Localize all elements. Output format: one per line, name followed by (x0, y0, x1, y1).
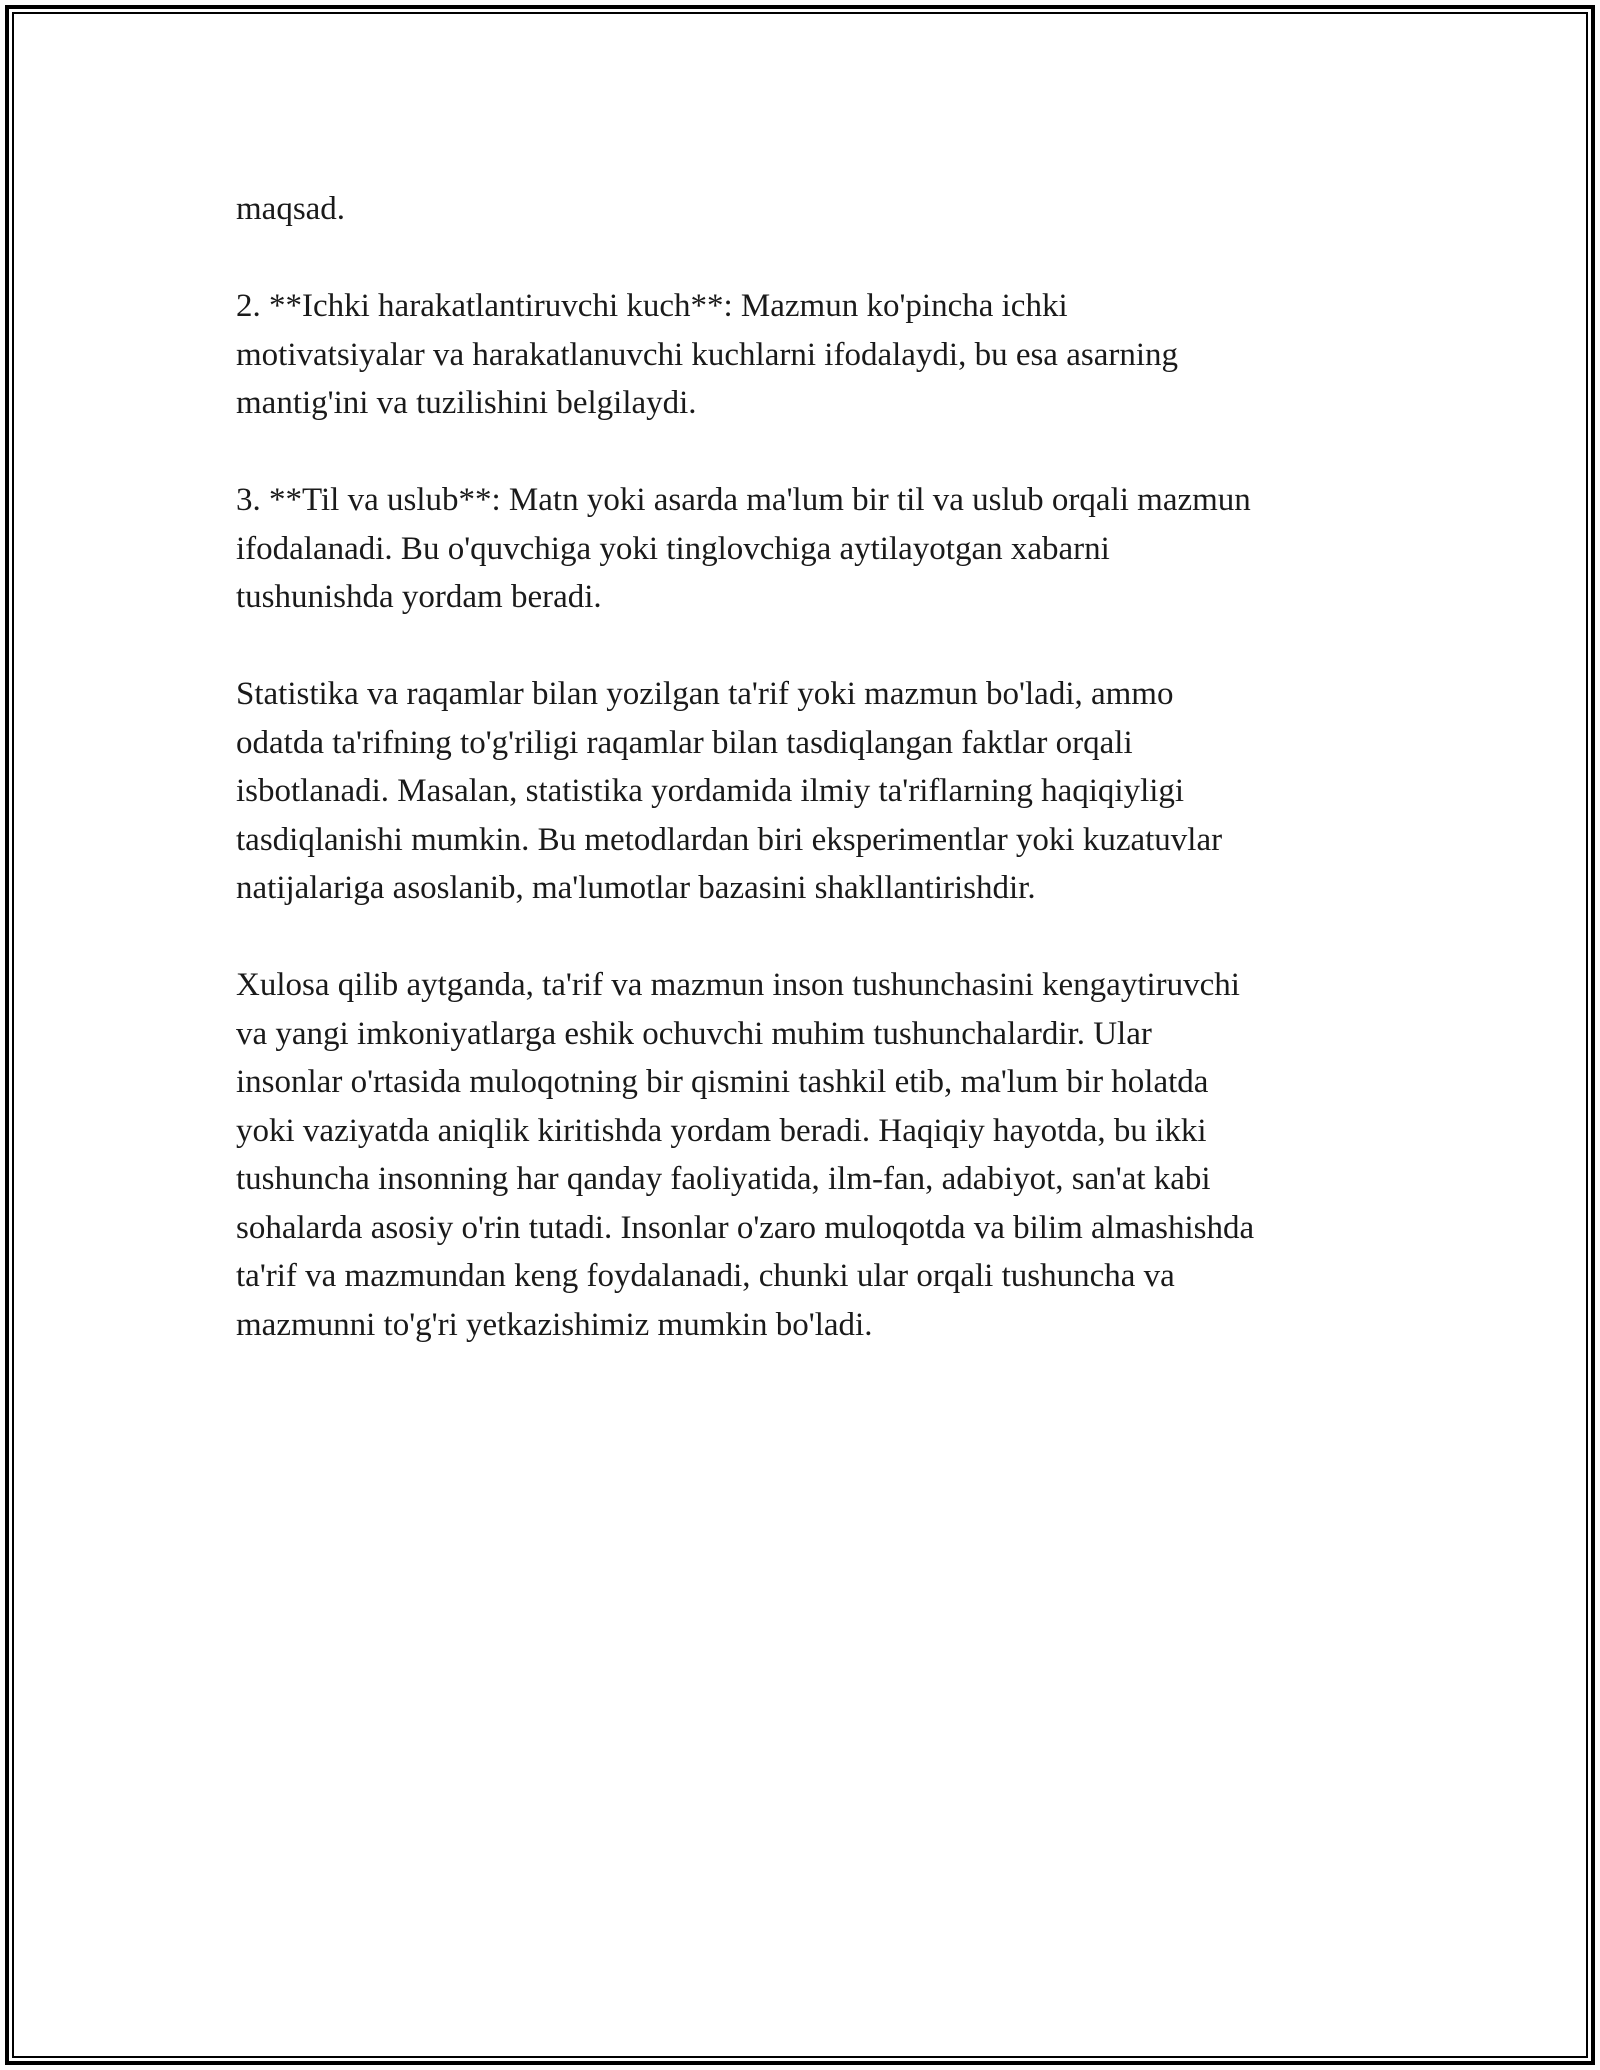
text-line: mazmunni to'g'ri yetkazishimiz mumkin bo'ladi. (236, 1306, 873, 1343)
text-line: Statistika va raqamlar bilan yozilgan ta'rif yoki mazmun bo'ladi, ammo (236, 676, 1174, 712)
paragraph-2 (236, 282, 1376, 428)
paragraph-3 (236, 476, 1376, 622)
text-line: 3. **Til va uslub**: Matn yoki asarda ma'lum bir til va uslub orqali mazmun (236, 482, 1251, 518)
text-line: tasdiqlanishi mumkin. Bu metodlardan biri eksperimentlar yoki kuzatuvlar (236, 821, 1223, 858)
text-line: va yangi imkoniyatlarga eshik ochuvchi muhim tushunchalardir. Ular (236, 1015, 1152, 1052)
text-line: ifodalanadi. Bu o'quvchiga yoki tinglovchiga aytilayotgan xabarni (236, 530, 1110, 567)
text-line: maqsad. (236, 191, 346, 227)
text-line: insonlar o'rtasida muloqotning bir qismini tashkil etib, ma'lum bir holatda (236, 1064, 1209, 1100)
paragraph-4 (236, 670, 1376, 913)
text-line: motivatsiyalar va harakatlanuvchi kuchlarni ifodalaydi, bu esa asarning (236, 336, 1178, 373)
document-body (236, 185, 1376, 1398)
text-line: mantig'ini va tuzilishini belgilaydi. (236, 385, 697, 421)
paragraph-5 (236, 961, 1376, 1349)
text-line: tushuncha insonning har qanday faoliyatida, ilm-fan, adabiyot, san'at kabi (236, 1161, 1211, 1197)
text-line: sohalarda asosiy o'rin tutadi. Insonlar o'zaro muloqotda va bilim almashishda (236, 1209, 1255, 1246)
text-line: yoki vaziyatda aniqlik kiritishda yordam beradi. Haqiqiy hayotda, bu ikki (236, 1112, 1207, 1149)
text-line: 2. **Ichki harakatlantiruvchi kuch**: Mazmun ko'pincha ichki (236, 288, 1068, 324)
text-line: odatda ta'rifning to'g'riligi raqamlar bilan tasdiqlangan faktlar orqali (236, 724, 1133, 761)
paragraph-1 (236, 185, 1376, 234)
text-line: natijalariga asoslanib, ma'lumotlar bazasini shakllantirishdir. (236, 870, 1036, 906)
text-line: isbotlanadi. Masalan, statistika yordamida ilmiy ta'riflarning haqiqiyligi (236, 773, 1185, 809)
text-line: ta'rif va mazmundan keng foydalanadi, chunki ular orqali tushuncha va (236, 1258, 1175, 1294)
text-line: tushunishda yordam beradi. (236, 579, 602, 615)
text-line: Xulosa qilib aytganda, ta'rif va mazmun inson tushunchasini kengaytiruvchi (236, 967, 1240, 1003)
